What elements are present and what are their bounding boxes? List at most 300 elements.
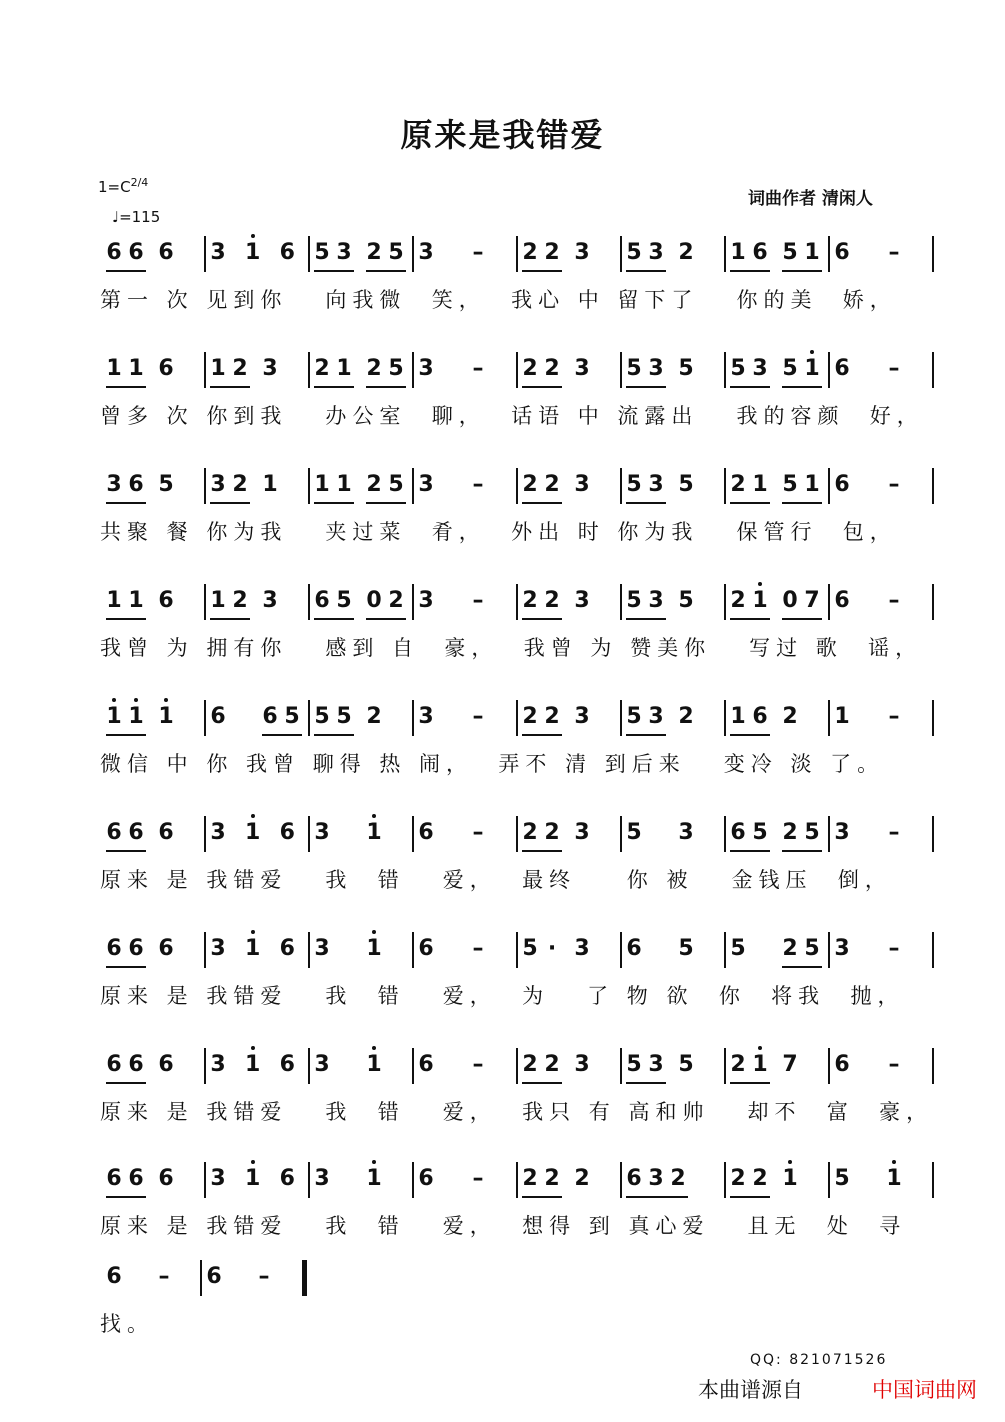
note: 3 [834, 820, 850, 845]
note: 5 [626, 356, 642, 381]
note: 2 [366, 704, 382, 729]
note: 6 [206, 1264, 222, 1289]
beam-underline [366, 502, 406, 504]
barline [308, 352, 310, 388]
source-label: 本曲谱源自 [698, 1378, 803, 1402]
final-barline [302, 1260, 307, 1296]
note: 3 [678, 820, 694, 845]
note: 3 [262, 588, 278, 613]
note: 1 [804, 472, 820, 497]
note: 5 [804, 936, 820, 961]
barline [412, 1162, 414, 1198]
note: 6 [730, 820, 746, 845]
note: 6 [210, 704, 226, 729]
note: 5 [782, 240, 798, 265]
note: 1 [106, 356, 122, 381]
beam-underline [366, 386, 406, 388]
note: 3 [574, 588, 590, 613]
note: 1 [366, 1166, 382, 1191]
note: 5 [336, 704, 352, 729]
note: 3 [314, 936, 330, 961]
key-signature [98, 176, 148, 196]
note: 6 [834, 1052, 850, 1077]
barline [828, 932, 830, 968]
note: · [547, 936, 557, 961]
score-row [0, 1052, 1005, 1172]
beam-underline [210, 618, 250, 620]
beam-underline [522, 618, 562, 620]
note: 6 [279, 820, 295, 845]
note: 5 [158, 472, 174, 497]
barline [724, 700, 726, 736]
beam-underline [782, 966, 822, 968]
high-octave-dot [134, 698, 138, 702]
beam-underline [730, 1196, 770, 1198]
beam-underline [314, 618, 354, 620]
note: 5 [522, 936, 538, 961]
beam-underline [626, 1196, 688, 1198]
beam-underline [730, 270, 770, 272]
barline [516, 1162, 518, 1198]
beam-underline [626, 618, 666, 620]
note: 2 [678, 240, 694, 265]
barline [516, 584, 518, 620]
notes-line [98, 1052, 938, 1092]
lyric-line: 我曾 为 拥有你 感到 自 豪， 我曾 为 赞美你 写过 歌 谣， [100, 636, 923, 660]
barline [620, 932, 622, 968]
note: 3 [574, 356, 590, 381]
barline [932, 1048, 934, 1084]
barline [412, 584, 414, 620]
note: 5 [314, 704, 330, 729]
score-row [0, 936, 1005, 1056]
beam-underline [522, 1196, 562, 1198]
time-signature: 2/4 [130, 176, 149, 189]
note: 5 [626, 240, 642, 265]
barline [620, 352, 622, 388]
notes-line [98, 356, 938, 396]
beam-underline [314, 386, 354, 388]
barline [204, 584, 206, 620]
note: 6 [158, 356, 174, 381]
barline [412, 700, 414, 736]
note: 3 [418, 704, 434, 729]
note: 1 [336, 356, 352, 381]
note: – [472, 704, 484, 729]
barline [516, 352, 518, 388]
score-row [0, 472, 1005, 592]
note: 2 [782, 936, 798, 961]
barline [308, 236, 310, 272]
high-octave-dot [372, 814, 376, 818]
note: 2 [544, 704, 560, 729]
note: 2 [366, 472, 382, 497]
barline [308, 584, 310, 620]
note: 6 [752, 240, 768, 265]
note: 5 [730, 936, 746, 961]
note: 1 [730, 704, 746, 729]
note: 1 [128, 356, 144, 381]
note: 1 [210, 588, 226, 613]
score-row [0, 240, 1005, 360]
high-octave-dot [810, 350, 814, 354]
note: 3 [648, 356, 664, 381]
barline [932, 816, 934, 852]
note: 2 [544, 820, 560, 845]
note: 3 [210, 1166, 226, 1191]
barline [932, 468, 934, 504]
note: 5 [336, 588, 352, 613]
note: 2 [522, 704, 538, 729]
note: 3 [418, 356, 434, 381]
note: – [258, 1264, 270, 1289]
notes-line [98, 704, 938, 744]
note: 5 [752, 820, 768, 845]
lyric-line: 微信 中 你 我曾 聊得 热 闹， 弄不 清 到后来 变冷 淡 了。 [100, 752, 885, 776]
note: 2 [232, 356, 248, 381]
note: 7 [782, 1052, 798, 1077]
barline [620, 816, 622, 852]
barline [724, 816, 726, 852]
note: 1 [262, 472, 278, 497]
barline [204, 700, 206, 736]
note: 3 [648, 1166, 664, 1191]
note: 1 [245, 820, 261, 845]
beam-underline [626, 1082, 666, 1084]
beam-underline [782, 618, 822, 620]
barline [412, 932, 414, 968]
note: 2 [782, 820, 798, 845]
score-row [0, 588, 1005, 708]
barline [828, 584, 830, 620]
note: – [888, 936, 900, 961]
lyric-line: 原来 是 我错爱 我 错 爱， 想得 到 真心爱 且无 处 寻 [100, 1214, 907, 1238]
note: 3 [418, 240, 434, 265]
note: 1 [804, 240, 820, 265]
note: 3 [574, 240, 590, 265]
note: 6 [158, 820, 174, 845]
note: – [888, 588, 900, 613]
key-label: 1=C [98, 178, 131, 196]
high-octave-dot [251, 1160, 255, 1164]
barline [204, 352, 206, 388]
high-octave-dot [372, 930, 376, 934]
note: 2 [522, 240, 538, 265]
notes-line [98, 240, 938, 280]
tempo-marking: ♩=115 [112, 208, 161, 226]
note: 6 [418, 1052, 434, 1077]
barline [932, 700, 934, 736]
barline [620, 1048, 622, 1084]
note: 3 [314, 1166, 330, 1191]
beam-underline [522, 734, 562, 736]
note: 3 [648, 704, 664, 729]
beam-underline [106, 1082, 146, 1084]
barline [308, 468, 310, 504]
beam-underline [106, 966, 146, 968]
barline [412, 1048, 414, 1084]
note: 1 [314, 472, 330, 497]
note: 5 [314, 240, 330, 265]
barline [724, 584, 726, 620]
note: – [472, 936, 484, 961]
note: 6 [106, 240, 122, 265]
barline [828, 468, 830, 504]
notes-line [98, 472, 938, 512]
score-row [0, 704, 1005, 824]
note: 6 [128, 1166, 144, 1191]
note: – [472, 1052, 484, 1077]
barline [724, 468, 726, 504]
note: 1 [886, 1166, 902, 1191]
barline [412, 352, 414, 388]
note: 3 [648, 472, 664, 497]
lyric-line: 原来 是 我错爱 我 错 爱， 为 了 物 欲 你 将我 抛， [100, 984, 905, 1008]
note: 2 [522, 1166, 538, 1191]
beam-underline [730, 502, 770, 504]
note: 6 [106, 1166, 122, 1191]
note: 1 [782, 1166, 798, 1191]
note: 5 [730, 356, 746, 381]
beam-underline [626, 270, 666, 272]
barline [308, 816, 310, 852]
note: 2 [544, 588, 560, 613]
note: 1 [366, 1052, 382, 1077]
notes-line [98, 1264, 938, 1304]
note: 2 [730, 1166, 746, 1191]
note: 1 [752, 472, 768, 497]
barline [204, 932, 206, 968]
note: 5 [626, 704, 642, 729]
note: 2 [232, 588, 248, 613]
barline [620, 468, 622, 504]
beam-underline [782, 386, 822, 388]
beam-underline [730, 618, 770, 620]
note: 3 [314, 1052, 330, 1077]
note: 2 [574, 1166, 590, 1191]
note: 2 [678, 704, 694, 729]
barline [828, 1048, 830, 1084]
beam-underline [210, 502, 250, 504]
note: 2 [670, 1166, 686, 1191]
note: 3 [574, 936, 590, 961]
note: 2 [522, 1052, 538, 1077]
beam-underline [626, 734, 666, 736]
note: 1 [106, 588, 122, 613]
note: 1 [128, 588, 144, 613]
lyric-line: 原来 是 我错爱 我 错 爱， 我只 有 高和帅 却不 富 豪， [100, 1100, 934, 1124]
barline [932, 1162, 934, 1198]
note: 3 [574, 820, 590, 845]
note: 1 [834, 704, 850, 729]
high-octave-dot [251, 1046, 255, 1050]
note: 1 [245, 936, 261, 961]
note: 2 [544, 356, 560, 381]
note: 6 [752, 704, 768, 729]
note: 3 [106, 472, 122, 497]
barline [412, 816, 414, 852]
note: 2 [522, 356, 538, 381]
note: 2 [388, 588, 404, 613]
barline [516, 1048, 518, 1084]
beam-underline [730, 386, 770, 388]
note: 2 [522, 588, 538, 613]
barline [516, 932, 518, 968]
note: 6 [279, 1052, 295, 1077]
note: 6 [418, 820, 434, 845]
beam-underline [522, 850, 562, 852]
note: 1 [210, 356, 226, 381]
barline [932, 236, 934, 272]
beam-underline [106, 386, 146, 388]
note: 1 [158, 704, 174, 729]
note: 0 [782, 588, 798, 613]
note: 5 [782, 472, 798, 497]
note: – [888, 704, 900, 729]
barline [516, 236, 518, 272]
barline [412, 468, 414, 504]
note: 6 [834, 356, 850, 381]
note: – [472, 820, 484, 845]
note: 5 [388, 240, 404, 265]
site-name: 中国词曲网 [872, 1378, 977, 1402]
note: 6 [262, 704, 278, 729]
note: 3 [210, 820, 226, 845]
high-octave-dot [372, 1046, 376, 1050]
author-credit: 词曲作者 清闲人 [748, 189, 873, 209]
barline [620, 700, 622, 736]
note: 5 [834, 1166, 850, 1191]
notes-line [98, 1166, 938, 1206]
note: 2 [544, 1166, 560, 1191]
barline [620, 236, 622, 272]
barline [200, 1260, 202, 1296]
note: – [888, 240, 900, 265]
note: 2 [522, 472, 538, 497]
note: 2 [544, 1052, 560, 1077]
note: 5 [678, 1052, 694, 1077]
note: 6 [158, 936, 174, 961]
note: 3 [418, 472, 434, 497]
beam-underline [730, 734, 770, 736]
beam-underline [730, 1082, 770, 1084]
barline [724, 1162, 726, 1198]
beam-underline [314, 734, 354, 736]
note: 5 [626, 472, 642, 497]
beam-underline [106, 1196, 146, 1198]
note: 3 [418, 588, 434, 613]
barline [204, 1048, 206, 1084]
note: 6 [128, 240, 144, 265]
lyric-line: 找。 [100, 1312, 154, 1336]
note: 1 [366, 820, 382, 845]
note: 3 [834, 936, 850, 961]
notes-line [98, 588, 938, 628]
note: 1 [804, 356, 820, 381]
beam-underline [730, 850, 770, 852]
note: – [888, 472, 900, 497]
note: 1 [128, 704, 144, 729]
barline [724, 236, 726, 272]
high-octave-dot [251, 234, 255, 238]
note: 3 [210, 1052, 226, 1077]
barline [828, 816, 830, 852]
barline [308, 1162, 310, 1198]
high-octave-dot [112, 698, 116, 702]
note: 6 [106, 936, 122, 961]
lyric-line: 曾多 次 你到我 办公室 聊， 话语 中 流露出 我的容颜 好， [100, 404, 924, 428]
note: 6 [834, 588, 850, 613]
barline [724, 1048, 726, 1084]
note: 3 [574, 1052, 590, 1077]
note: 5 [678, 472, 694, 497]
high-octave-dot [788, 1160, 792, 1164]
note: – [472, 240, 484, 265]
note: 5 [626, 588, 642, 613]
note: 6 [128, 1052, 144, 1077]
note: 6 [158, 1052, 174, 1077]
lyric-line: 第一 次 见到你 向我微 笑， 我心 中 留下了 你的美 娇， [100, 288, 897, 312]
beam-underline [106, 270, 146, 272]
beam-underline [262, 734, 302, 736]
notes-line [98, 936, 938, 976]
high-octave-dot [164, 698, 168, 702]
barline [204, 468, 206, 504]
note: – [888, 356, 900, 381]
note: – [888, 820, 900, 845]
note: 1 [752, 588, 768, 613]
barline [932, 584, 934, 620]
note: 5 [678, 936, 694, 961]
note: – [888, 1052, 900, 1077]
note: 1 [245, 1166, 261, 1191]
note: 2 [544, 472, 560, 497]
score-row [0, 820, 1005, 940]
high-octave-dot [251, 930, 255, 934]
note: 2 [366, 356, 382, 381]
note: 5 [782, 356, 798, 381]
note: 6 [314, 588, 330, 613]
note: – [472, 1166, 484, 1191]
note: 2 [782, 704, 798, 729]
note: 3 [648, 588, 664, 613]
note: 1 [336, 472, 352, 497]
note: 6 [418, 1166, 434, 1191]
note: 6 [834, 472, 850, 497]
barline [516, 700, 518, 736]
note: – [472, 356, 484, 381]
note: 6 [128, 820, 144, 845]
note: 3 [210, 472, 226, 497]
beam-underline [626, 386, 666, 388]
beam-underline [366, 270, 406, 272]
note: 2 [314, 356, 330, 381]
beam-underline [782, 270, 822, 272]
beam-underline [522, 386, 562, 388]
note: 1 [245, 1052, 261, 1077]
note: 3 [752, 356, 768, 381]
high-octave-dot [251, 814, 255, 818]
barline [724, 932, 726, 968]
note: 6 [626, 936, 642, 961]
beam-underline [626, 502, 666, 504]
beam-underline [782, 502, 822, 504]
barline [932, 352, 934, 388]
lyric-line: 共聚 餐 你为我 夹过菜 肴， 外出 时 你为我 保管行 包， [100, 520, 897, 544]
note: 6 [158, 588, 174, 613]
note: 2 [366, 240, 382, 265]
barline [828, 236, 830, 272]
